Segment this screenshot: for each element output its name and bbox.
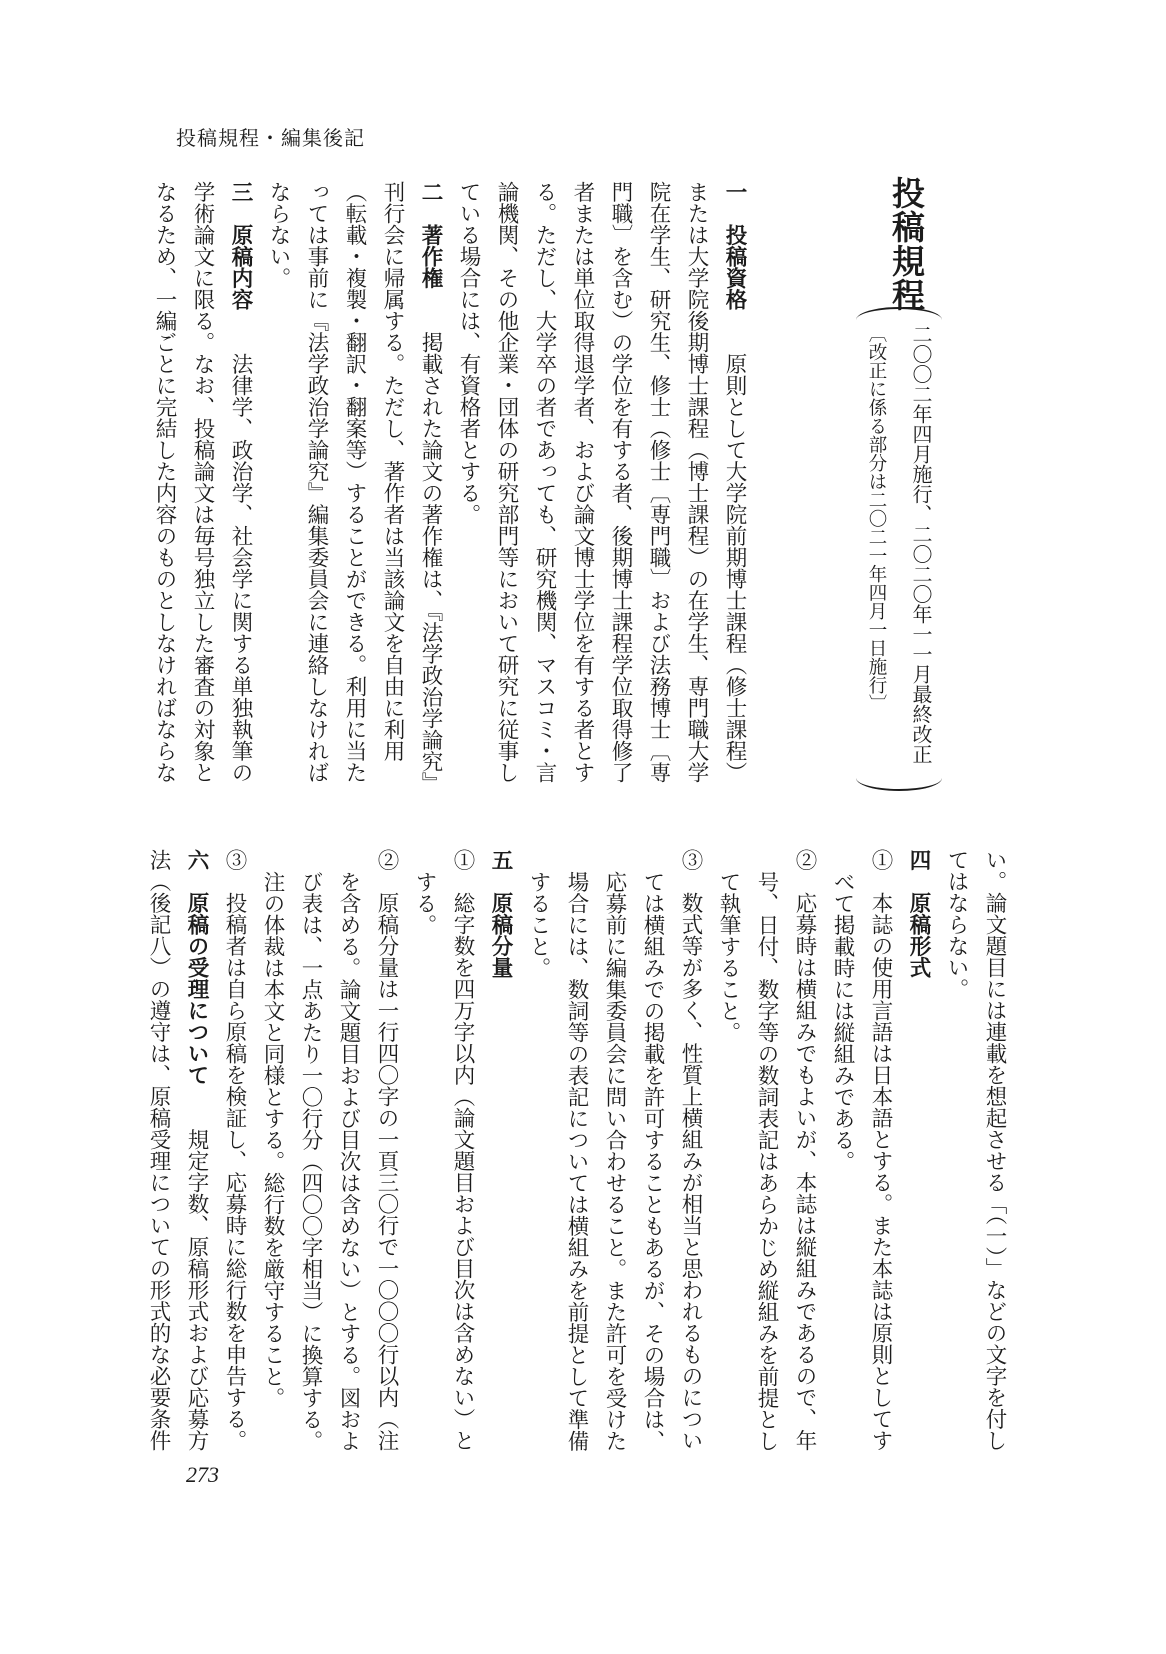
section-1-heading: 一 投稿資格: [723, 181, 747, 310]
page-number: 273: [186, 1462, 219, 1487]
section-3-body: 法律学、政治学、社会学に関する単独執筆の学術論文に限る。なお、投稿論文は毎号独立した審査の対象となるため、一編ごとに完結した内容のものとしなければならな: [153, 181, 253, 783]
section-5-item-1: ① 総字数を四万字以内（論文題目および目次は含めない）とする。: [413, 849, 475, 1451]
section-5-item-2: ② 原稿分量は一行四〇字の一頁三〇行で一〇〇〇行以内（注を含める。論文題目および目次は含めない）とする。図および表は、一点あたり一〇行分（四〇〇字相当）に換算する。注の体裁は本文と同様とする。総行数を厳守すること。: [261, 849, 399, 1452]
section-4-item-2: ② 応募時は横組みでもよいが、本誌は縦組みであるので、年号、日付、数字等の数詞表記はあらかじめ縦組みを前提として執筆すること。: [717, 849, 817, 1452]
section-3-manuscript-content: [146, 181, 260, 789]
section-4-heading: 四 原稿形式: [907, 849, 931, 978]
document-title: 投稿規程: [887, 176, 923, 312]
section-2-body: 掲載された論文の著作権は、『法学政治学論究』刊行会に帰属する。ただし、著作者は当該論文を自由に利用（転載・複製・翻訳・翻案等）することができる。利用に当たっては事前に『法学政治学論究』編集委員会に連絡しなければならない。: [267, 181, 443, 783]
title-date-note: [848, 324, 942, 784]
section-3-continued: い。論文題目には連載を想起させる「（一）」などの文字を付してはならない。: [945, 849, 1007, 1451]
section-4-item-1: ① 本誌の使用言語は日本語とする。また本誌は原則としてすべて掲載時には縦組みである。: [831, 849, 893, 1451]
enactment-date-line: 二〇〇二年四月施行、二〇二〇年一一月最終改正: [909, 324, 931, 764]
section-1-eligibility: [450, 181, 754, 789]
section-6-heading: 六 原稿の受理について: [185, 849, 209, 1086]
section-4-item-3: ③ 数式等が多く、性質上横組みが相当と思われるものについては横組みでの掲載を許可することもあるが、その場合は、応募前に編集委員会に問い合わせること。また許可を受けた場合には、数詞等の表記については横組みを前提として準備すること。: [527, 849, 703, 1452]
running-head: 投稿規程・編集後記: [176, 128, 365, 150]
section-1-body: 原則として大学院前期博士課程（修士課程）または大学院後期博士課程（博士課程）の在学生、専門職大学院在学生、研究生、修士（修士〔専門職〕および法務博士〔専門職〕を含む）の学位を有する者、後期博士課程学位取得修了者または単位取得退学者、および論文博士学位を有する者とする。ただし、大学卒の者であっても、研究機関、マスコミ・言論機関、その他企業・団体の研究部門等において研究に従事している場合には、有資格者とする。: [457, 181, 747, 783]
section-2-copyright: [260, 181, 450, 789]
section-6-acceptance: [140, 849, 216, 1459]
upper-text-register: [136, 181, 754, 789]
close-paren-decoration: [856, 776, 942, 791]
open-paren-decoration: [856, 307, 942, 322]
section-5-item-3: ③ 投稿者は自ら原稿を検証し、応募時に総行数を申告する。: [223, 849, 247, 1451]
section-5-heading: 五 原稿分量: [489, 849, 513, 978]
section-2-heading: 二 著作権: [419, 181, 443, 289]
section-6-body: 規定字数、原稿形式および応募方法（後記八）の遵守は、原稿受理についての形式的な必要条件: [147, 849, 209, 1451]
section-3-heading: 三 原稿内容: [229, 181, 253, 310]
lower-text-register: [134, 849, 1014, 1459]
amendment-date-line: 〔改正に係る部分は二〇二一年四月一日施行〕: [866, 324, 886, 713]
